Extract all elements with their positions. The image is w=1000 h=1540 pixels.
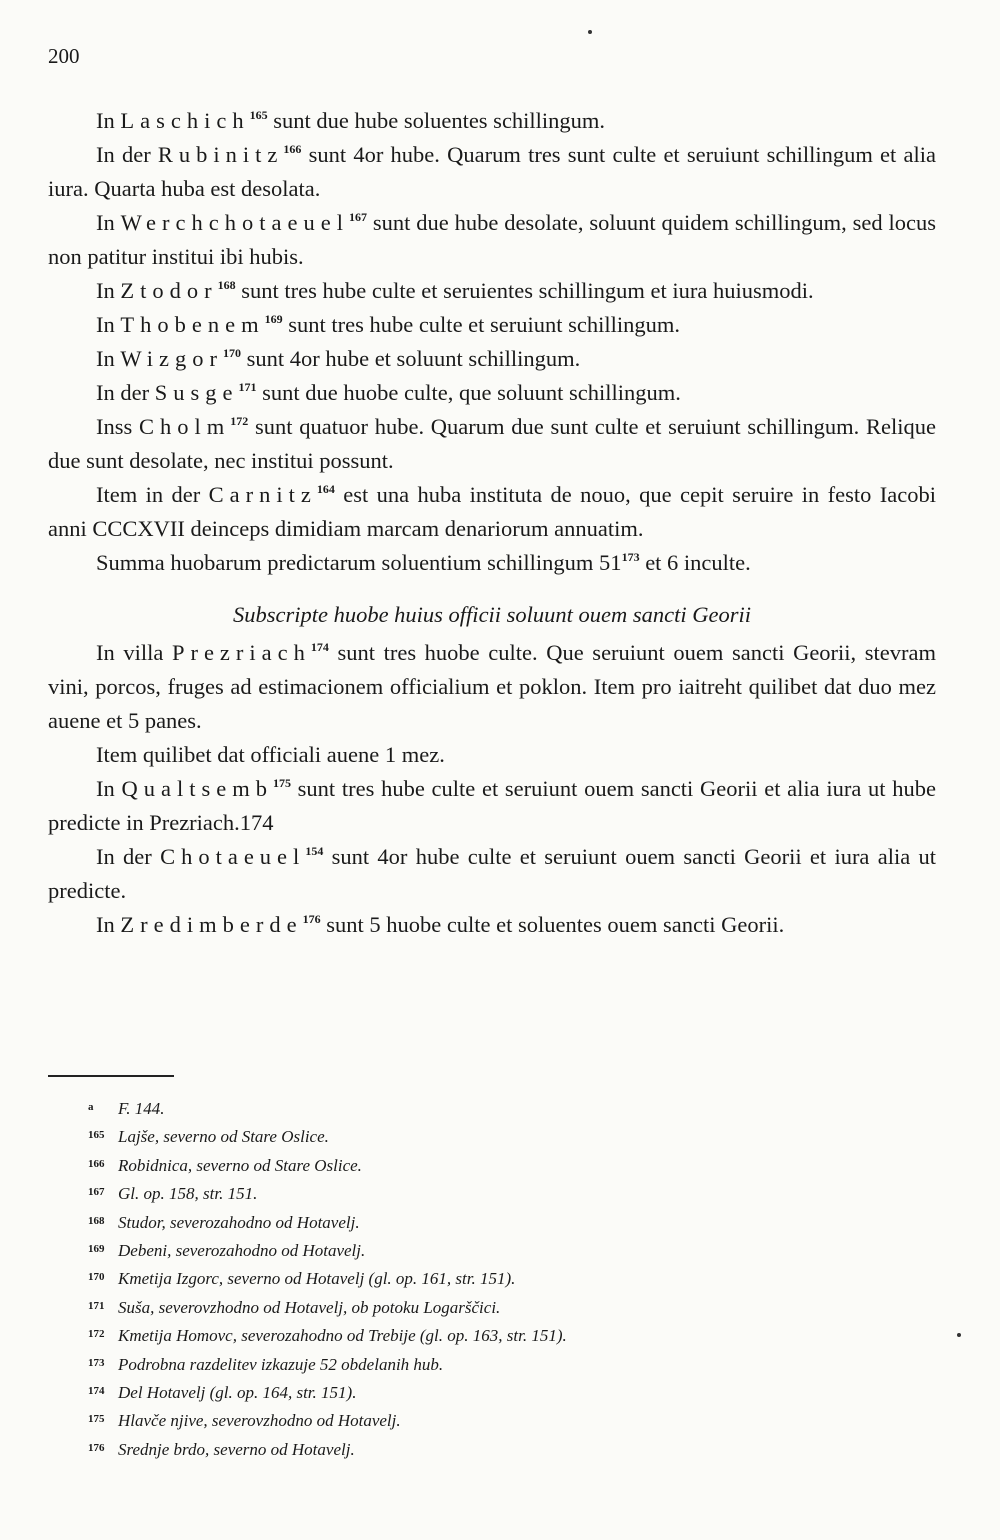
text-run: Summa huobarum predictarum soluentium schillingum 51: [96, 550, 622, 575]
place-name: Carnitz: [208, 482, 317, 507]
footnote-ref: 173: [621, 550, 640, 564]
footnote-text: Kmetija Izgorc, severno od Hotavelj (gl. op. 161, str. 151).: [118, 1269, 516, 1289]
footnote-number: 173: [88, 1356, 105, 1369]
text-run: sunt 4or hube culte et seruiunt ouem sancti Georii et iura alia ut predicte.: [48, 844, 936, 903]
footnote-ref: 169: [264, 312, 283, 326]
footnote: [88, 1350, 567, 1378]
text-run: est una huba instituta de nouo, que cepit seruire in festo Iacobi anni CCCXVII deinceps dimidiam marcam denariorum annuatim.: [48, 482, 936, 541]
text-run: In der: [96, 380, 155, 405]
footnote-text: Debeni, severozahodno od Hotavelj.: [118, 1241, 366, 1261]
footnote-text: Robidnica, severno od Stare Oslice.: [118, 1155, 362, 1175]
place-name: Rubinitz: [157, 142, 284, 167]
paragraph: [48, 138, 936, 206]
paragraph: [48, 546, 936, 580]
place-name: Cholm: [139, 414, 231, 439]
footnote: [88, 1321, 567, 1349]
section-heading: Subscripte huobe huius officii soluunt ouem sancti Georii: [232, 602, 752, 627]
paragraph: [48, 308, 936, 342]
text-run: In: [96, 912, 121, 937]
paragraph: [48, 206, 936, 274]
footnote-ref: 164: [316, 482, 335, 496]
text-run: sunt due huobe culte, que soluunt schillingum.: [256, 380, 681, 405]
footnote-text: Suša, severovzhodno od Hotavelj, ob potoku Logarščici.: [118, 1297, 501, 1317]
entries-list-2: [48, 636, 936, 942]
footnote-ref: 170: [222, 346, 241, 360]
footnote-number: 170: [88, 1271, 105, 1284]
text-run: In: [96, 776, 122, 801]
text-run: In: [96, 278, 121, 303]
footnote-number: 167: [88, 1186, 105, 1199]
entries-list: [48, 104, 936, 580]
paragraph: [48, 410, 936, 478]
speck: [957, 1333, 961, 1337]
footnote-text: F. 144.: [118, 1099, 165, 1118]
footnote-text: Gl. op. 158, str. 151.: [118, 1184, 258, 1204]
text-run: In: [96, 210, 121, 235]
text-run: In: [96, 312, 121, 337]
text-run: sunt 4or hube et soluunt schillingum.: [240, 346, 581, 371]
place-name: Thobenem: [120, 312, 265, 337]
place-name: Chotaeuel: [160, 844, 306, 869]
place-name: Susge: [154, 380, 239, 405]
paragraph: [48, 104, 936, 138]
footnote-ref: 176: [302, 912, 321, 926]
place-name: Qualtsemb: [121, 776, 273, 801]
footnote: [88, 1435, 567, 1463]
footnote-ref: 154: [305, 844, 324, 858]
footnote: [88, 1208, 567, 1236]
text-run: In der: [96, 844, 161, 869]
text-run: sunt due hube soluentes schillingum.: [267, 108, 606, 133]
footnote-ref: 171: [238, 380, 257, 394]
place-name: Werchchotaeuel: [120, 210, 349, 235]
footnote-number: 174: [88, 1385, 105, 1398]
footnote: [88, 1122, 567, 1150]
footnote-ref: 166: [283, 142, 302, 156]
paragraph: [48, 478, 936, 546]
paragraph: [48, 738, 936, 772]
footnote-rule: [48, 1075, 174, 1077]
footnote: [88, 1236, 567, 1264]
footnote-ref: 172: [230, 414, 249, 428]
text-run: sunt due hube desolate, soluunt quidem schillingum, sed locus non patitur institui ibi hubis.: [48, 210, 936, 269]
footnote-text: Srednje brdo, severno od Hotavelj.: [118, 1439, 355, 1459]
place-name: Laschich: [120, 108, 250, 133]
text-run: sunt tres hube culte et seruientes schillingum et iura huiusmodi.: [235, 278, 814, 303]
place-name: Zredimberde: [120, 912, 303, 937]
text-run: sunt tres hube culte et seruiunt ouem sancti Georii et alia iura ut hube predicte in Prezriach.174: [48, 776, 936, 835]
footnote-number: 175: [88, 1413, 105, 1426]
footnote-ref: 167: [348, 210, 367, 224]
text-run: In: [96, 108, 121, 133]
text-run: sunt 5 huobe culte et soluentes ouem sancti Georii.: [320, 912, 785, 937]
footnote: [88, 1094, 567, 1122]
footnote: [88, 1151, 567, 1179]
place-name: Wizgor: [120, 346, 223, 371]
text-run: Item quilibet dat officiali auene 1 mez.: [96, 742, 445, 767]
text-run: sunt 4or hube. Quarum tres sunt culte et seruiunt schillingum et alia iura. Quarta huba est desolata.: [48, 142, 936, 201]
footnote-text: Kmetija Homovc, severozahodno od Trebije (gl. op. 163, str. 151).: [118, 1326, 567, 1346]
footnote-ref: 174: [310, 640, 329, 654]
footnote: [88, 1378, 567, 1406]
footnote: [88, 1179, 567, 1207]
speck: [588, 30, 592, 34]
paragraph: [48, 908, 936, 942]
place-name: Prezriach: [171, 640, 311, 665]
footnote-number: 171: [88, 1299, 105, 1312]
footnote-number: a: [88, 1101, 94, 1113]
text-run: Item in der: [96, 482, 209, 507]
footnote-number: 169: [88, 1243, 105, 1256]
place-name: Ztodor: [120, 278, 218, 303]
footnotes: [88, 1094, 567, 1463]
footnote-number: 172: [88, 1328, 105, 1341]
footnote-text: Lajše, severno od Stare Oslice.: [118, 1127, 329, 1147]
paragraph: [48, 840, 936, 908]
text-run: sunt tres huobe culte. Que seruiunt ouem sancti Georii, stevram vini, porcos, fruges ad estimacionem officialium et poklon. Item pro iaitreht quilibet dat duo mez auene et 5 panes.: [48, 640, 936, 733]
text-run: In villa: [96, 640, 172, 665]
text-run: Inss: [96, 414, 139, 439]
text-run: sunt quatuor hube. Quarum due sunt culte et seruiunt schillingum. Relique due sunt desolate, nec institui possunt.: [48, 414, 936, 473]
footnote-text: Del Hotavelj (gl. op. 164, str. 151).: [118, 1383, 357, 1403]
footnote-number: 165: [88, 1129, 105, 1142]
footnote-ref: 165: [249, 108, 268, 122]
text-run: et 6 inculte.: [639, 550, 751, 575]
footnote-number: 176: [88, 1441, 105, 1454]
footnote: [88, 1406, 567, 1434]
text-run: In: [96, 346, 121, 371]
paragraph: [48, 772, 936, 840]
footnote-text: Hlavče njive, severovzhodno od Hotavelj.: [118, 1411, 401, 1431]
footnote: [88, 1293, 567, 1321]
paragraph: [48, 274, 936, 308]
main-text: [48, 104, 936, 942]
paragraph: [48, 342, 936, 376]
paragraph: [48, 636, 936, 738]
footnote: [88, 1264, 567, 1292]
footnote-number: 166: [88, 1157, 105, 1170]
footnote-text: Podrobna razdelitev izkazuje 52 obdelanih hub.: [118, 1354, 444, 1374]
footnote-number: 168: [88, 1214, 105, 1227]
footnote-ref: 175: [272, 776, 291, 790]
footnote-text: Studor, severozahodno od Hotavelj.: [118, 1212, 360, 1232]
footnote-ref: 168: [217, 278, 236, 292]
text-run: sunt tres hube culte et seruiunt schillingum.: [282, 312, 681, 337]
paragraph: [48, 376, 936, 410]
text-run: In der: [96, 142, 158, 167]
page-number: 200: [48, 44, 80, 68]
